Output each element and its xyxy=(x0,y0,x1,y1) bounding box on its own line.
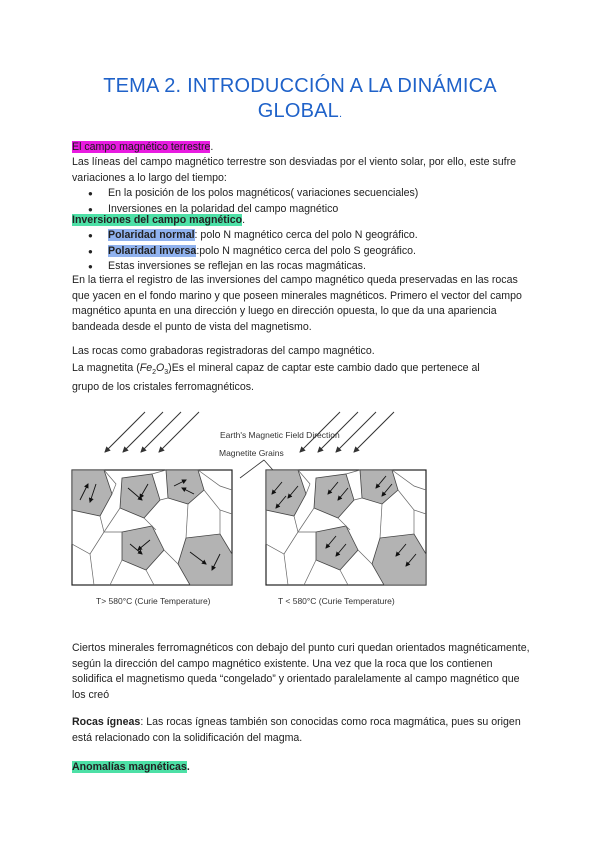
magnetita-post: )Es el mineral capaz de captar este cambio dado que pertenece al xyxy=(168,362,480,374)
formula-fe: Fe xyxy=(139,362,153,374)
magnetita-line xyxy=(72,359,532,382)
heading-inversiones: Inversiones del campo magnético xyxy=(72,214,243,226)
field-direction-label: Earth's Magnetic Field Direction xyxy=(220,430,340,440)
heading-dot: . xyxy=(210,141,214,153)
inversiones-paragraph: En la tierra el registro de las inversiones del campo magnético queda preservadas en las rocas que yacen en el fondo marino y que poseen minerales magnéticos. Primero el vector del campo magnético apunta en una dirección y luego en dirección opuesta, lo que da una apariencia bandeada desde el punto de vista del magnetismo. xyxy=(72,274,522,333)
rocas-igneas-label: Rocas ígneas xyxy=(72,716,141,728)
curie-temperature-figure xyxy=(60,404,430,624)
formula-o: O xyxy=(156,362,165,374)
page-title xyxy=(60,74,540,127)
heading-dot: . xyxy=(242,214,246,226)
polaridad-inversa-text: :polo N magnético cerca del polo S geográfico. xyxy=(196,244,416,257)
rocas-igneas-paragraph xyxy=(72,715,532,746)
magnetite-grains-label: Magnetite Grains xyxy=(219,448,284,458)
list-item: ● En la posición de los polos magnéticos( variaciones secuenciales) xyxy=(72,186,532,202)
rocas-grabadoras-line: Las rocas como grabadoras registradoras del campo magnético. xyxy=(72,345,375,357)
caption-hot: T> 580°C (Curie Temperature) xyxy=(96,596,211,606)
heading-dot: . xyxy=(186,761,190,773)
rock-panel-cooled xyxy=(266,470,426,585)
polaridad-normal-text: : polo N magnético cerca del polo N geográfico. xyxy=(194,229,418,241)
inversiones-bullet-list xyxy=(72,228,532,275)
rocas-igneas-text: : Las rocas ígneas también son conocidas como roca magmática, pues su origen está relacionado con la solidificación del magma. xyxy=(72,716,521,744)
ferromagneticos-paragraph: Ciertos minerales ferromagnéticos con debajo del punto curi quedan orientados magnéticamente, según la dirección del campo magnético existente. Una vez que la roca que los contienen solidifica el magnetismo queda “congelado” y orientado paralelamente al campo magnético que los creó xyxy=(72,642,530,701)
field-arrows-left xyxy=(105,412,199,452)
section-heading-campo xyxy=(72,140,532,156)
heading-campo-magnetico: El campo magnético terrestre xyxy=(72,141,211,153)
list-item: ● Estas inversiones se reflejan en las rocas magmáticas. xyxy=(72,259,532,275)
heading-anomalias: Anomalías magnéticas xyxy=(72,761,187,773)
caption-cooled: T < 580°C (Curie Temperature) xyxy=(278,596,395,606)
grupo-cristales-line: grupo de los cristales ferromagnéticos. xyxy=(72,381,254,393)
title-dot: . xyxy=(338,108,343,120)
formula-sub-3: 3 xyxy=(164,369,169,377)
campo-intro-paragraph: Las líneas del campo magnético terrestre son desviadas por el viento solar, por ello, este sufre variaciones a lo largo del tiempo: xyxy=(72,156,517,184)
list-item xyxy=(72,244,532,260)
section-heading-inversiones xyxy=(72,213,532,229)
polaridad-normal-label: Polaridad normal xyxy=(108,229,195,241)
magnetita-pre: La magnetita ( xyxy=(72,362,140,374)
section-heading-anomalias xyxy=(72,760,532,776)
polaridad-inversa-label: Polaridad inversa xyxy=(108,244,197,257)
rock-panel-hot xyxy=(72,470,232,585)
title-line-1: TEMA 2. INTRODUCCIÓN A LA DINÁMICA xyxy=(103,75,497,97)
title-line-2: GLOBAL xyxy=(257,100,339,122)
list-item: ● Inversiones en la polaridad del campo magnético xyxy=(72,202,532,218)
formula-sub-2: 2 xyxy=(152,369,157,377)
list-item xyxy=(72,228,532,244)
